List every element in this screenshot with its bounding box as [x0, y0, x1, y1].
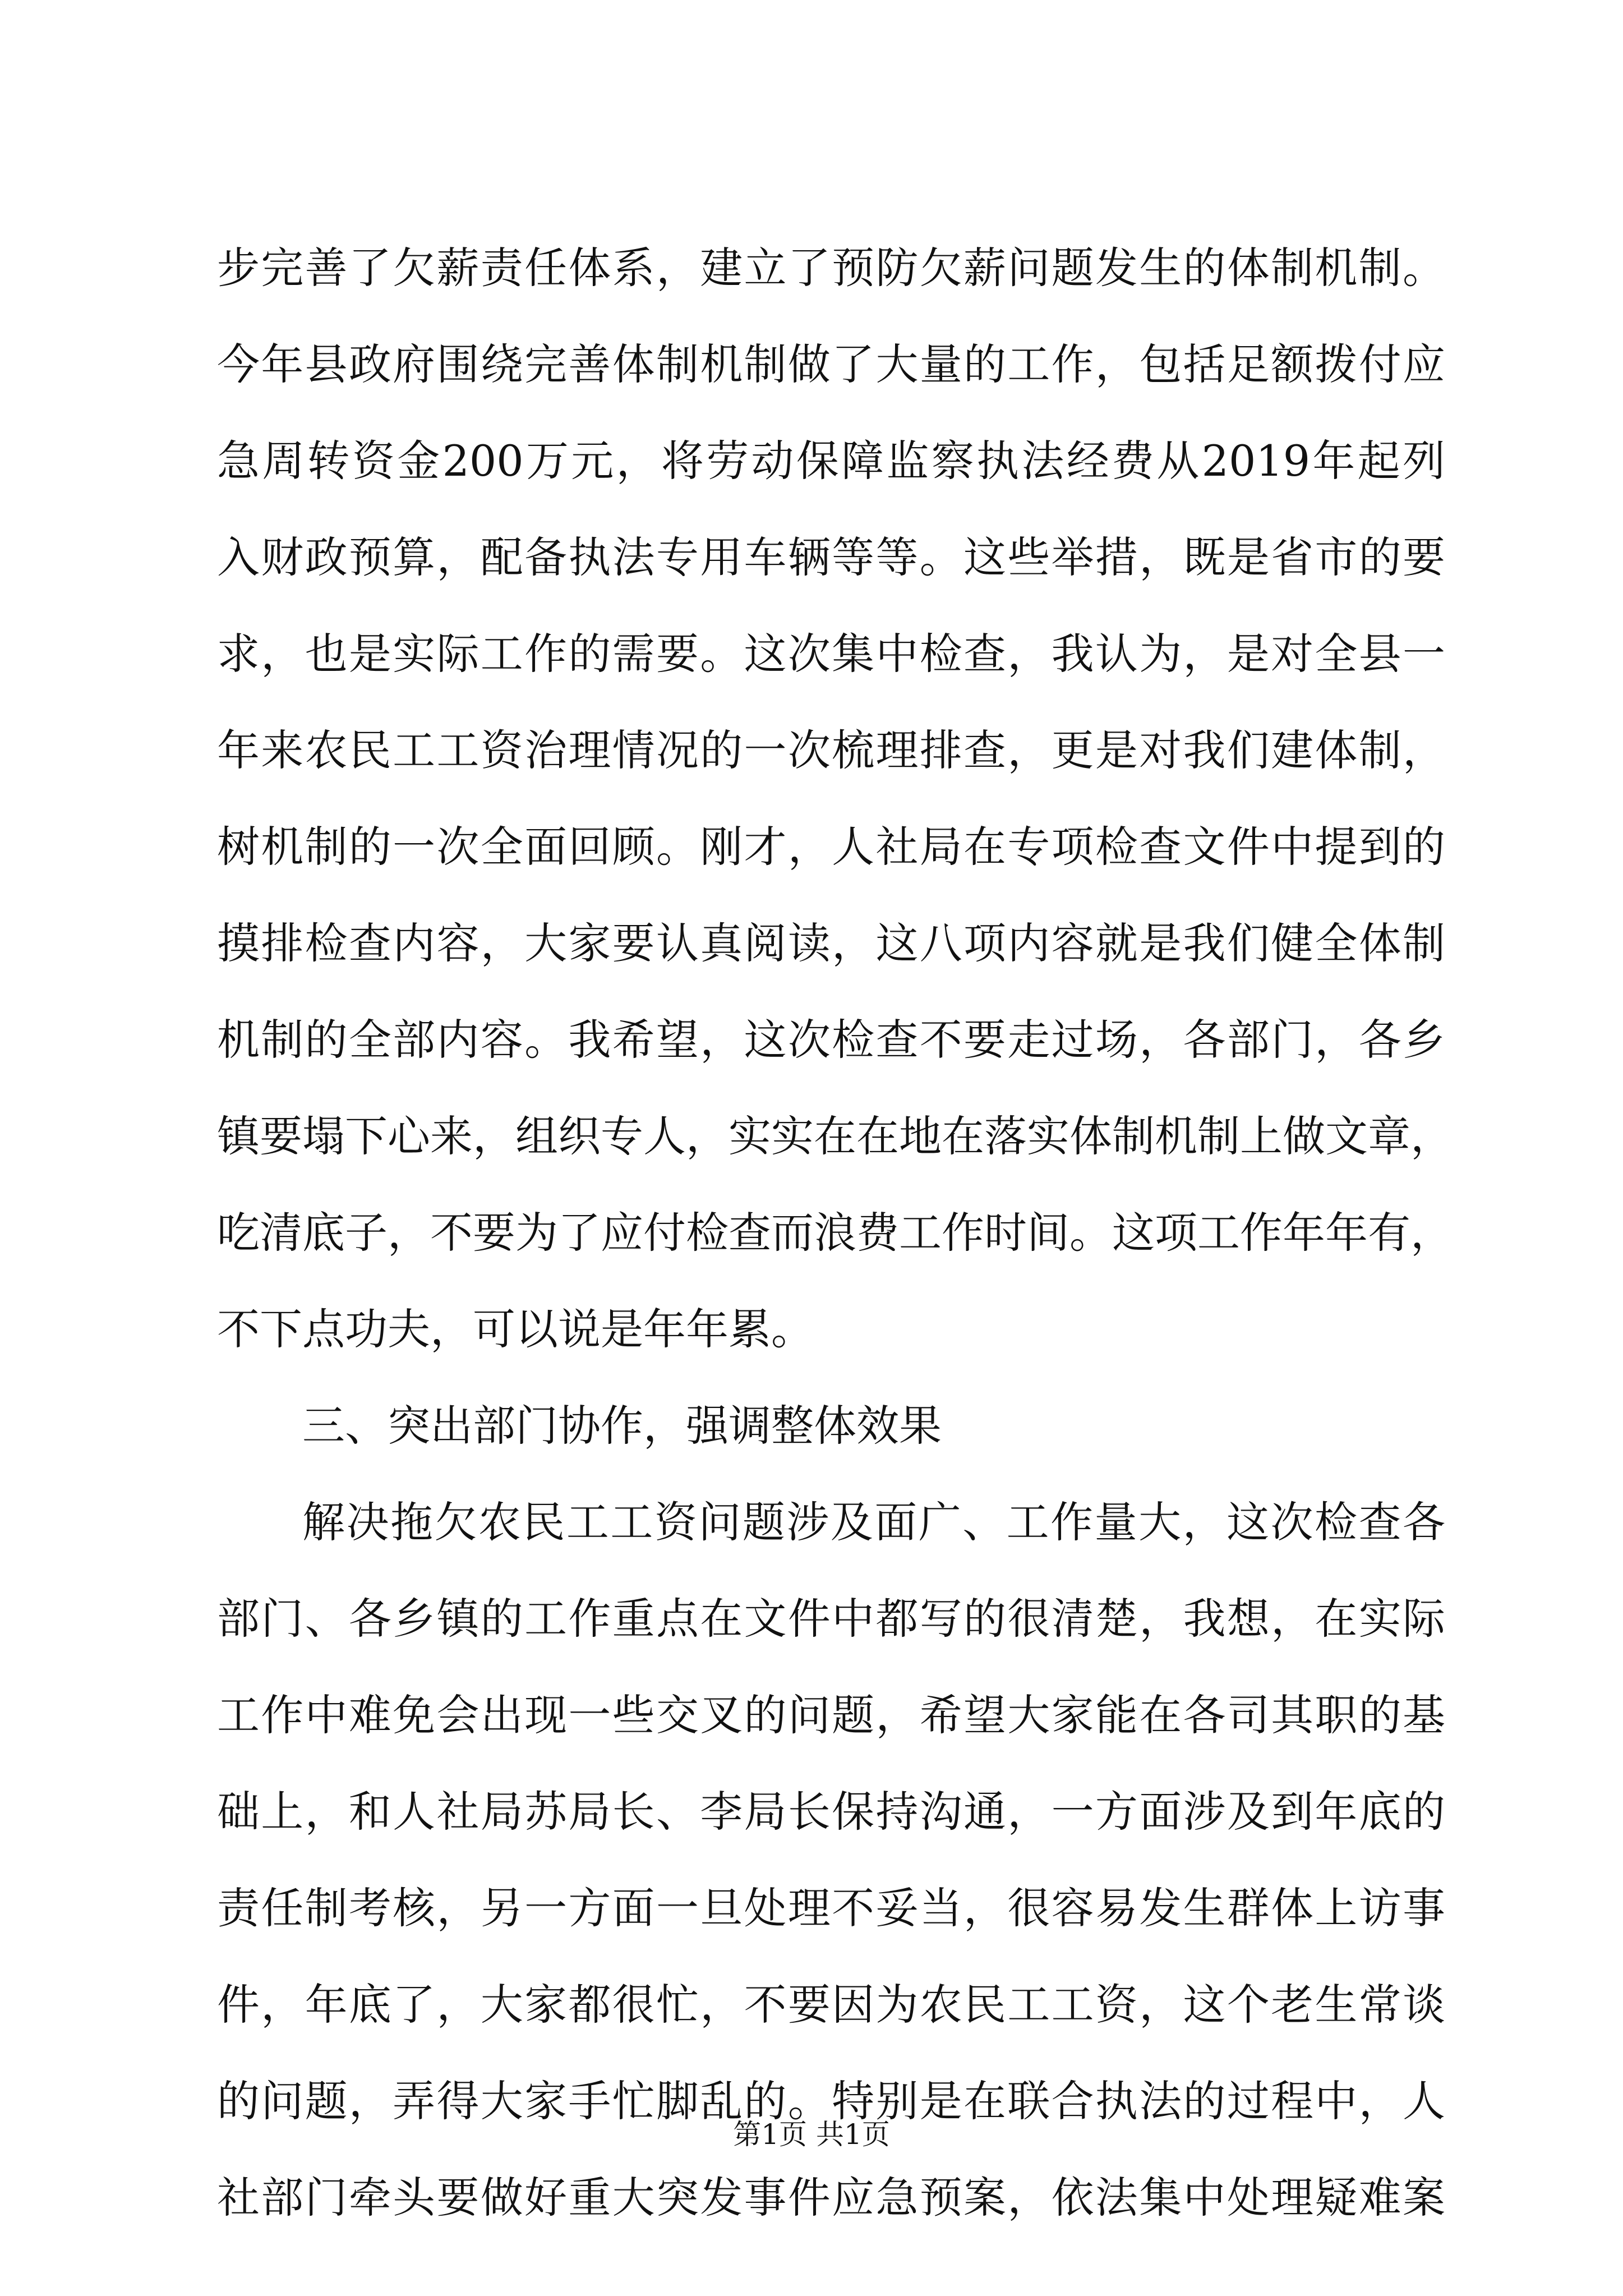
text-line: 社部门牵头要做好重大突发事件应急预案，依法集中处理疑难案 [217, 2173, 1445, 2223]
text-line: 件，年底了，大家都很忙，不要因为农民工工资，这个老生常谈 [217, 1980, 1445, 2030]
text-line: 责任制考核，另一方面一旦处理不妥当，很容易发生群体上访事 [217, 1883, 1445, 1933]
text-line: 的问题，弄得大家手忙脚乱的。特别是在联合执法的过程中，人 [217, 2076, 1445, 2126]
text-line: 入财政预算，配备执法专用车辆等等。这些举措，既是省市的要 [217, 532, 1445, 582]
text-line: 工作中难免会出现一些交叉的问题，希望大家能在各司其职的基 [217, 1690, 1445, 1740]
text-line: 础上，和人社局苏局长、李局长保持沟通，一方面涉及到年底的 [217, 1787, 1445, 1837]
text-line: 树机制的一次全面回顾。刚才，人社局在专项检查文件中提到的 [217, 822, 1445, 872]
text-line: 部门、各乡镇的工作重点在文件中都写的很清楚，我想，在实际 [217, 1594, 1445, 1644]
text-line: 吃清底子，不要为了应付检查而浪费工作时间。这项工作年年有， [217, 1208, 1453, 1258]
text-line: 不下点功夫，可以说是年年累。 [217, 1304, 814, 1354]
text-line: 摸排检查内容，大家要认真阅读，这八项内容就是我们健全体制 [217, 918, 1445, 968]
section-heading: 三、突出部门协作，强调整体效果 [302, 1401, 942, 1451]
text-line: 急周转资金200万元，将劳动保障监察执法经费从2019年起列 [217, 436, 1445, 486]
text-line: 今年县政府围绕完善体制机制做了大量的工作，包括足额拨付应 [217, 339, 1445, 389]
text-line: 步完善了欠薪责任体系，建立了预防欠薪问题发生的体制机制。 [217, 243, 1445, 293]
text-line: 机制的全部内容。我希望，这次检查不要走过场，各部门，各乡 [217, 1015, 1445, 1065]
text-line: 解决拖欠农民工工资问题涉及面广、工作量大，这次检查各 [302, 1497, 1445, 1547]
page-footer: 第1页 共1页 [733, 2118, 890, 2151]
document-body [217, 220, 1453, 2246]
text-line: 求，也是实际工作的需要。这次集中检查，我认为，是对全县一 [217, 629, 1445, 679]
text-line: 年来农民工工资治理情况的一次梳理排查，更是对我们建体制， [217, 725, 1445, 775]
text-line: 镇要塌下心来，组织专人，实实在在地在落实体制机制上做文章， [217, 1111, 1453, 1161]
